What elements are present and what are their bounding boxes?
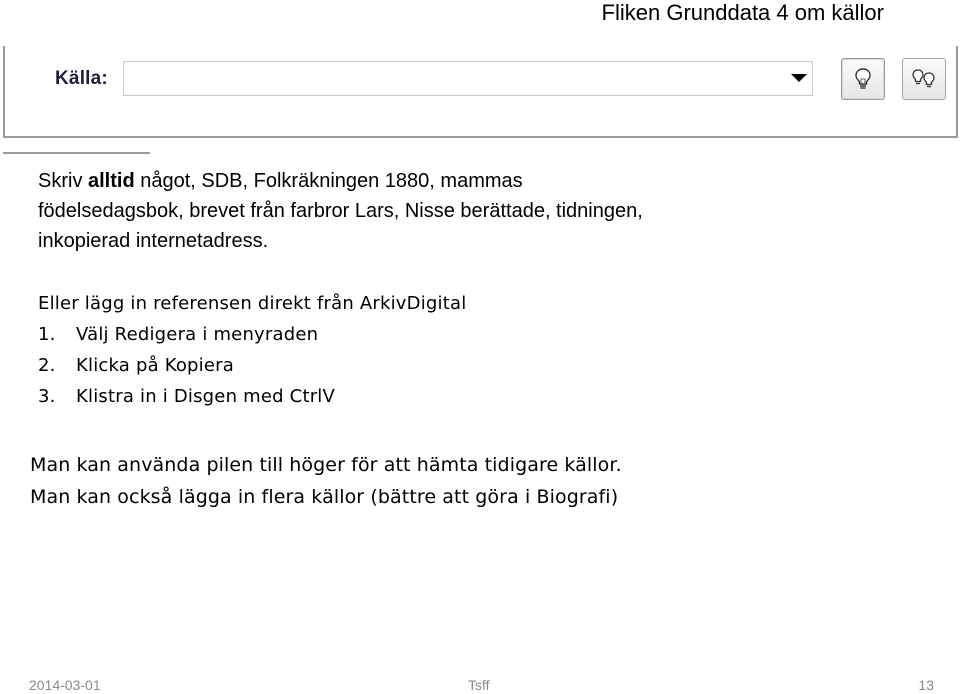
step-item — [38, 350, 466, 381]
tips-paragraph — [30, 449, 622, 513]
footer-page-number: 13 — [918, 677, 934, 693]
emphasis-alltid: alltid — [88, 170, 135, 192]
step-number: 2. — [38, 355, 56, 376]
tip-line: Man kan använda pilen till höger för att hämta tidigare källor. — [30, 454, 622, 476]
paragraph-line — [38, 166, 643, 196]
step-text: Välj Redigera i menyraden — [76, 324, 319, 345]
multi-lightbulb-button[interactable] — [902, 58, 946, 100]
steps-intro: Eller lägg in referensen direkt från ArkivDigital — [38, 293, 467, 314]
tip-line: Man kan också lägga in flera källor (bättre att göra i Biografi) — [30, 486, 619, 508]
text-prefix: Skriv — [38, 170, 88, 192]
step-number: 1. — [38, 324, 56, 345]
paragraph-line: födelsedagsbok, brevet från farbror Lars, Nisse berättade, tidningen, — [38, 200, 643, 222]
lightbulb-button[interactable] — [841, 58, 885, 100]
source-panel-screenshot — [3, 46, 958, 138]
source-combobox[interactable] — [123, 61, 813, 96]
chevron-down-icon[interactable] — [791, 74, 807, 82]
footer-date: 2014-03-01 — [29, 677, 101, 693]
step-item — [38, 381, 466, 412]
slide-title: Fliken Grunddata 4 om källor — [601, 0, 884, 25]
lightbulb-icon — [852, 67, 874, 91]
panel-shadow — [3, 152, 150, 154]
step-item — [38, 319, 466, 350]
step-text: Klistra in i Disgen med CtrlV — [76, 386, 336, 407]
double-lightbulb-icon — [910, 67, 938, 91]
arkivdigital-steps — [38, 288, 466, 412]
paragraph-line: inkopierad internetadress. — [38, 230, 269, 252]
instruction-paragraph — [38, 166, 643, 256]
step-text: Klicka på Kopiera — [76, 355, 234, 376]
text-rest: något, SDB, Folkräkningen 1880, mammas — [134, 170, 523, 192]
step-number: 3. — [38, 386, 56, 407]
source-label: Källa: — [55, 68, 108, 89]
footer-center: Tsff — [468, 677, 490, 693]
